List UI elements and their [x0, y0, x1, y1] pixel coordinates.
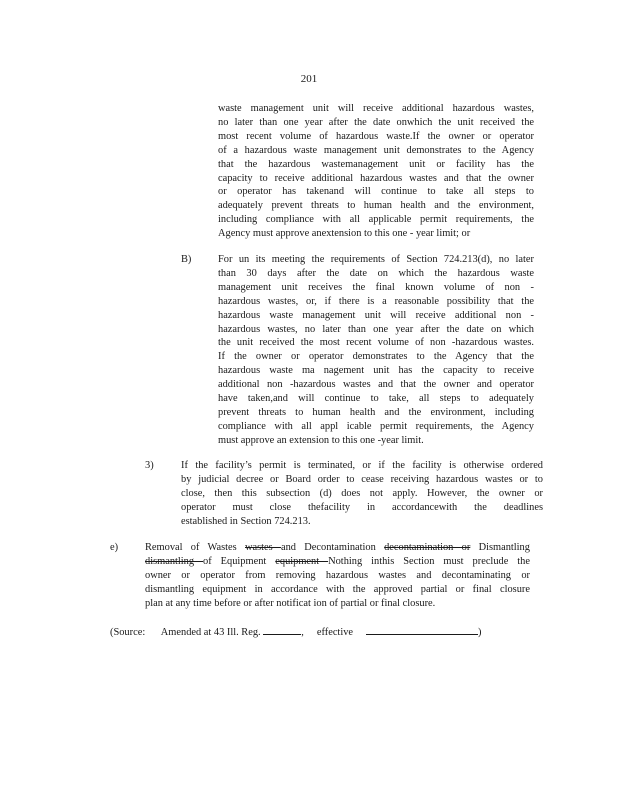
- register-blank: [263, 624, 301, 635]
- text-line: hazardous wastes, no later than one year after the date on which: [218, 323, 534, 335]
- text-line: including compliance with all applicable permit requirements, the: [218, 214, 534, 226]
- text-line: owner or operator from removing hazardous wastes and decontaminating or: [145, 569, 530, 581]
- text-line: prevent threats to human health and the environment, including: [218, 406, 534, 418]
- text-line: If the owner or operator demonstrates to the Agency that the: [218, 351, 534, 363]
- source-note: (Source: Amended at 43 Ill. Reg. , effective ): [110, 624, 481, 640]
- text-line: compliance with all appl icable permit requirements, the Agency: [218, 420, 534, 432]
- text-line: have taken,and will continue to take, all steps to adequately: [218, 393, 534, 405]
- deleted-text: decontamination or: [384, 542, 471, 553]
- item-e-line-1: Removal of Wastes wastes and Decontamination decontamination or Dismantling: [145, 542, 530, 553]
- effective-date-blank: [366, 624, 478, 635]
- text-line: waste management unit will receive additional hazardous wastes,: [218, 103, 534, 114]
- item-b-paragraph: [218, 253, 534, 448]
- page-number: 201: [300, 73, 318, 85]
- text-line: Agency must approve anextension to this one - year limit; or: [218, 228, 471, 240]
- item-3-paragraph: [181, 459, 543, 529]
- item-e-paragraph: [145, 541, 530, 611]
- text-line: dismantling equipment in accordance with the approved partial or final closure: [145, 583, 530, 595]
- text-line: the unit received the most recent volume of non -hazardous wastes.: [218, 337, 534, 349]
- text-line: must approve an extension to this one -year limit.: [218, 434, 424, 446]
- deleted-text: dismantling: [145, 555, 204, 567]
- item-3-label: 3): [145, 460, 154, 471]
- text-line: adequately prevent threats to human health and the environment,: [218, 200, 534, 212]
- text-line: of a hazardous waste management unit demonstrates to the Agency: [218, 144, 534, 156]
- item-e-label: e): [110, 542, 119, 553]
- item-b-label: B): [181, 254, 192, 265]
- text-line: most recent volume of hazardous waste.If the owner or operator: [218, 130, 534, 142]
- item-e-line-2: dismantling of Equipment equipment Nothing inthis Section must preclude the: [145, 555, 530, 567]
- text-line: For un its meeting the requirements of Section 724.213(d), no later: [218, 254, 534, 265]
- text-line: or operator has takenand will continue to take all steps to: [218, 186, 534, 198]
- text-line: hazardous wastes, or, if there is a reasonable possibility that the: [218, 295, 534, 307]
- text-line: by judicial decree or Board order to cease receiving hazardous wastes or to: [181, 473, 543, 485]
- text-line: close, then this subsection (d) does not apply. However, the owner or: [181, 487, 543, 499]
- text-line: operator must close thefacility in accordancewith the deadlines: [181, 501, 543, 513]
- text-line: management unit receives the final known volume of non -: [218, 281, 534, 293]
- continuation-paragraph: [218, 102, 534, 241]
- text-line: that the hazardous wastemanagement unit or facility has the: [218, 158, 534, 170]
- text-line: hazardous waste management unit will receive additional non -: [218, 309, 534, 321]
- text-line: no later than one year after the date onwhich the unit received the: [218, 116, 534, 128]
- text-line: hazardous waste ma nagement unit has the capacity to receive: [218, 365, 534, 377]
- text-line: additional non -hazardous wastes and that the owner and operator: [218, 379, 534, 391]
- deleted-text: equipment: [275, 555, 329, 567]
- text-line: established in Section 724.213.: [181, 515, 311, 527]
- text-line: than 30 days after the date on which the hazardous waste: [218, 267, 534, 279]
- deleted-text: wastes: [245, 542, 281, 553]
- text-line: If the facility’s permit is terminated, or if the facility is otherwise ordered: [181, 460, 543, 471]
- text-line: capacity to receive additional hazardous wastes and that the owner: [218, 172, 534, 184]
- text-line: plan at any time before or after notificat ion of partial or final closure.: [145, 597, 436, 609]
